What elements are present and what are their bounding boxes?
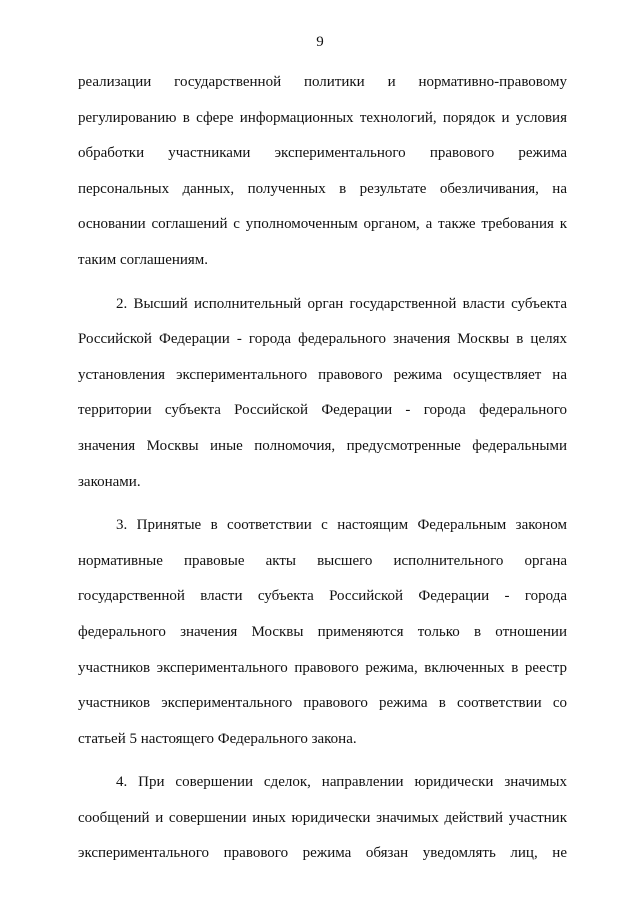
text-line: таким соглашениям. <box>78 251 209 268</box>
text-line: государственной власти субъекта Российской Федерации - города <box>78 588 567 605</box>
text-line: обработки участниками экспериментального правового режима <box>78 145 567 162</box>
text-line: экспериментального правового режима обязан уведомлять лиц, не <box>78 845 567 862</box>
text-line: нормативные правовые акты высшего исполнительного органа <box>78 552 567 569</box>
text-line: регулированию в сфере информационных технологий, порядок и условия <box>78 109 567 126</box>
text-line: территории субъекта Российской Федерации - города федерального <box>78 402 567 419</box>
text-line: персональных данных, полученных в результате обезличивания, на <box>78 180 567 197</box>
text-line: 4. При совершении сделок, направлении юридически значимых <box>116 774 567 791</box>
text-line: федерального значения Москвы применяются только в отношении <box>78 623 567 640</box>
document-body <box>78 65 567 872</box>
text-line: 3. Принятые в соответствии с настоящим Федеральным законом <box>116 517 567 534</box>
text-line: реализации государственной политики и нормативно-правовому <box>78 74 567 90</box>
text-line: сообщений и совершении иных юридически значимых действий участник <box>78 809 567 826</box>
page-number: 9 <box>316 34 324 50</box>
text-line: участников экспериментального правового режима в соответствии со <box>78 695 567 712</box>
paragraph-2 <box>78 287 567 501</box>
text-line: Российской Федерации - города федерального значения Москвы в целях <box>78 331 567 348</box>
text-line: законами. <box>78 473 141 490</box>
paragraph-1 <box>78 65 567 279</box>
text-line: установления экспериментального правового режима осуществляет на <box>78 366 567 383</box>
text-line: 2. Высший исполнительный орган государственной власти субъекта <box>116 295 567 312</box>
text-line: участников экспериментального правового режима, включенных в реестр <box>78 659 567 676</box>
text-line: статьей 5 настоящего Федерального закона. <box>78 730 357 747</box>
paragraph-4 <box>78 765 567 872</box>
text-line: основании соглашений с уполномоченным органом, а также требования к <box>78 216 567 233</box>
paragraph-3 <box>78 508 567 757</box>
text-line: значения Москвы иные полномочия, предусмотренные федеральными <box>78 437 567 454</box>
